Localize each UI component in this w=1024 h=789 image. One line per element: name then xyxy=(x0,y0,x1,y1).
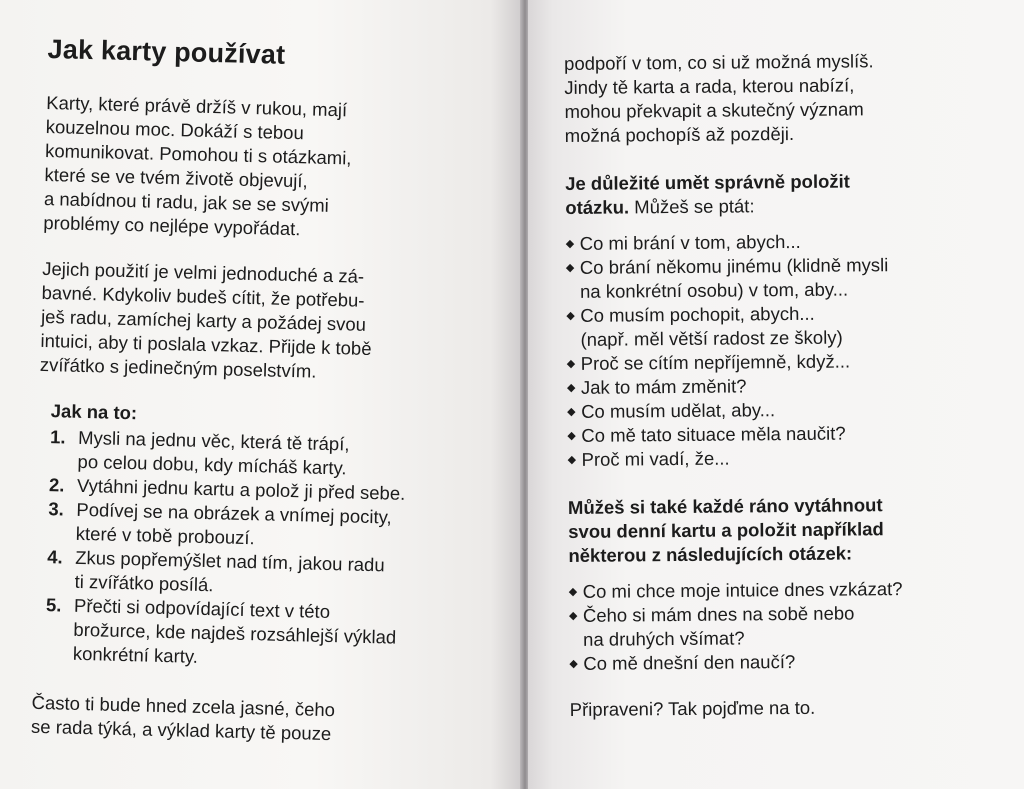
step-text xyxy=(74,546,385,602)
text-line: (např. měl větší radost ze školy) xyxy=(580,326,843,350)
normal-text: Můžeš se ptát: xyxy=(628,195,755,218)
item-text xyxy=(581,422,845,448)
text-line: Co brání někomu jinému (klidně mysli xyxy=(579,254,889,278)
closing-paragraph xyxy=(31,691,492,750)
step-text xyxy=(77,426,350,481)
text-line: Jejich použití je velmi jednoduché a zá- xyxy=(42,257,365,287)
item-text xyxy=(583,650,795,676)
text-line: podpoří v tom, co si už možná myslíš. xyxy=(564,50,874,74)
item-text xyxy=(583,577,903,604)
text-line: Co mě tato situace měla naučit? xyxy=(581,422,846,446)
step-number: 3. xyxy=(48,498,65,520)
text-line: komunikovat. Pomohou ti s otázkami, xyxy=(44,139,352,169)
text-line: Karty, které právě držíš v rukou, mají xyxy=(46,91,348,121)
text-line: některou z následujících otázek: xyxy=(568,542,853,566)
text-line: Mysli na jednu věc, která tě trápí, xyxy=(77,426,350,455)
diamond-bullet-icon: ◆ xyxy=(566,381,576,394)
text-line: Zkus popřemýšlet nad tím, jakou radu xyxy=(74,546,385,576)
text-line: a nabídnou ti radu, jak se se svými xyxy=(43,187,330,216)
item-text xyxy=(581,350,851,376)
howto-heading: Jak na to: xyxy=(50,400,138,424)
list-item xyxy=(567,444,1007,472)
daily-questions-list xyxy=(569,576,1010,676)
text-line: Přečti si odpovídající text v této xyxy=(73,594,331,623)
diamond-bullet-icon: ◆ xyxy=(566,309,575,322)
step-item xyxy=(45,593,495,676)
step-number: 5. xyxy=(45,594,62,616)
question-intro xyxy=(565,168,1005,220)
text-line: Vytáhni jednu kartu a polož ji před sebe. xyxy=(76,474,406,504)
item-text xyxy=(583,601,855,651)
list-item xyxy=(566,252,1006,304)
text-line: ti zvířátko posílá. xyxy=(74,570,214,596)
text-line: Proč mi vadí, že... xyxy=(581,447,730,470)
step-text xyxy=(76,498,392,554)
diamond-bullet-icon: ◆ xyxy=(568,609,578,622)
text-line: bavné. Kdykoliv budeš cítit, že potřebu- xyxy=(41,281,365,311)
usage-paragraph xyxy=(40,257,503,388)
continuation-paragraph xyxy=(564,48,1005,148)
text-line: na druhých všímat? xyxy=(583,627,745,650)
steps-list xyxy=(45,425,499,676)
text-line: konkrétní karty. xyxy=(72,642,199,667)
item-text xyxy=(581,374,747,399)
step-number: 4. xyxy=(46,546,63,568)
diamond-bullet-icon: ◆ xyxy=(568,585,578,598)
text-line: zvířátko s jedinečným poselstvím. xyxy=(39,353,317,382)
list-item xyxy=(569,648,1009,676)
text-line: Co musím pochopit, abych... xyxy=(580,302,815,326)
daily-heading xyxy=(568,492,1009,568)
step-number: 1. xyxy=(49,426,66,448)
page-title: Jak karty používat xyxy=(47,34,286,70)
text-line xyxy=(565,192,1005,220)
text-line: ješ radu, zamíchej karty a požádej svou xyxy=(40,305,367,335)
text-line: po celou dobu, kdy mícháš karty. xyxy=(77,450,347,479)
text-line: Čeho si mám dnes na sobě nebo xyxy=(582,602,855,626)
intro-paragraph xyxy=(43,91,506,246)
text-line: Jak to mám změnit? xyxy=(580,375,747,398)
final-line: Připraveni? Tak pojďme na to. xyxy=(569,696,816,720)
text-line: Jindy tě karta a rada, kterou nabízí, xyxy=(564,74,855,98)
text-line: kouzelnou moc. Dokáží s tebou xyxy=(45,115,305,144)
diamond-bullet-icon: ◆ xyxy=(569,657,578,670)
left-page-content xyxy=(31,34,508,750)
text-line: na konkrétní osobu) v tom, aby... xyxy=(579,278,849,302)
right-page xyxy=(528,0,1024,789)
text-line: které se ve tvém životě objevují, xyxy=(44,163,308,192)
text-line: intuici, aby ti poslala vzkaz. Přijde k tobě xyxy=(40,329,372,359)
list-item xyxy=(566,300,1006,352)
diamond-bullet-icon: ◆ xyxy=(567,429,576,442)
text-line: Co musím udělat, aby... xyxy=(581,399,776,422)
diamond-bullet-icon: ◆ xyxy=(567,405,576,418)
item-text xyxy=(581,398,775,424)
text-line: problémy co nejlépe vypořádat. xyxy=(43,211,301,240)
diamond-bullet-icon: ◆ xyxy=(567,453,577,466)
questions-list xyxy=(566,228,1008,472)
text-line: Často ti bude hned zcela jasné, čeho xyxy=(31,691,336,721)
diamond-bullet-icon: ◆ xyxy=(565,261,575,274)
right-page-content xyxy=(564,48,1010,722)
text-line: možná pochopíš až později. xyxy=(564,122,795,146)
text-line: Co mi brání v tom, abych... xyxy=(579,230,801,254)
step-number: 2. xyxy=(48,474,65,496)
text-line: se rada týká, a výklad karty tě pouze xyxy=(30,715,332,745)
text-line: Co mi chce moje intuice dnes vzkázat? xyxy=(582,578,903,602)
text-line: Co mě dnešní den naučí? xyxy=(583,651,796,674)
item-text xyxy=(580,253,889,304)
item-text xyxy=(580,230,801,256)
text-line: Proč se cítím nepříjemně, když... xyxy=(580,350,851,374)
list-item xyxy=(569,600,1009,652)
text-line: které v tobě probouzí. xyxy=(75,522,255,549)
text-line: mohou překvapit a skutečný význam xyxy=(564,98,864,122)
text-line: svou denní kartu a položit například xyxy=(568,518,884,542)
text-line: Můžeš si také každé ráno vytáhnout xyxy=(567,494,883,518)
text-line: brožurce, kde najdeš rozsáhlejší výklad xyxy=(73,618,397,648)
text-line: Je důležité umět správně položit xyxy=(565,170,850,194)
item-text xyxy=(580,302,843,352)
bold-text: otázku. xyxy=(565,196,630,218)
step-text xyxy=(73,594,398,674)
diamond-bullet-icon: ◆ xyxy=(565,237,575,250)
item-text xyxy=(581,447,729,472)
text-line: Podívej se na obrázek a vnímej pocity, xyxy=(76,498,392,528)
diamond-bullet-icon: ◆ xyxy=(566,357,576,370)
